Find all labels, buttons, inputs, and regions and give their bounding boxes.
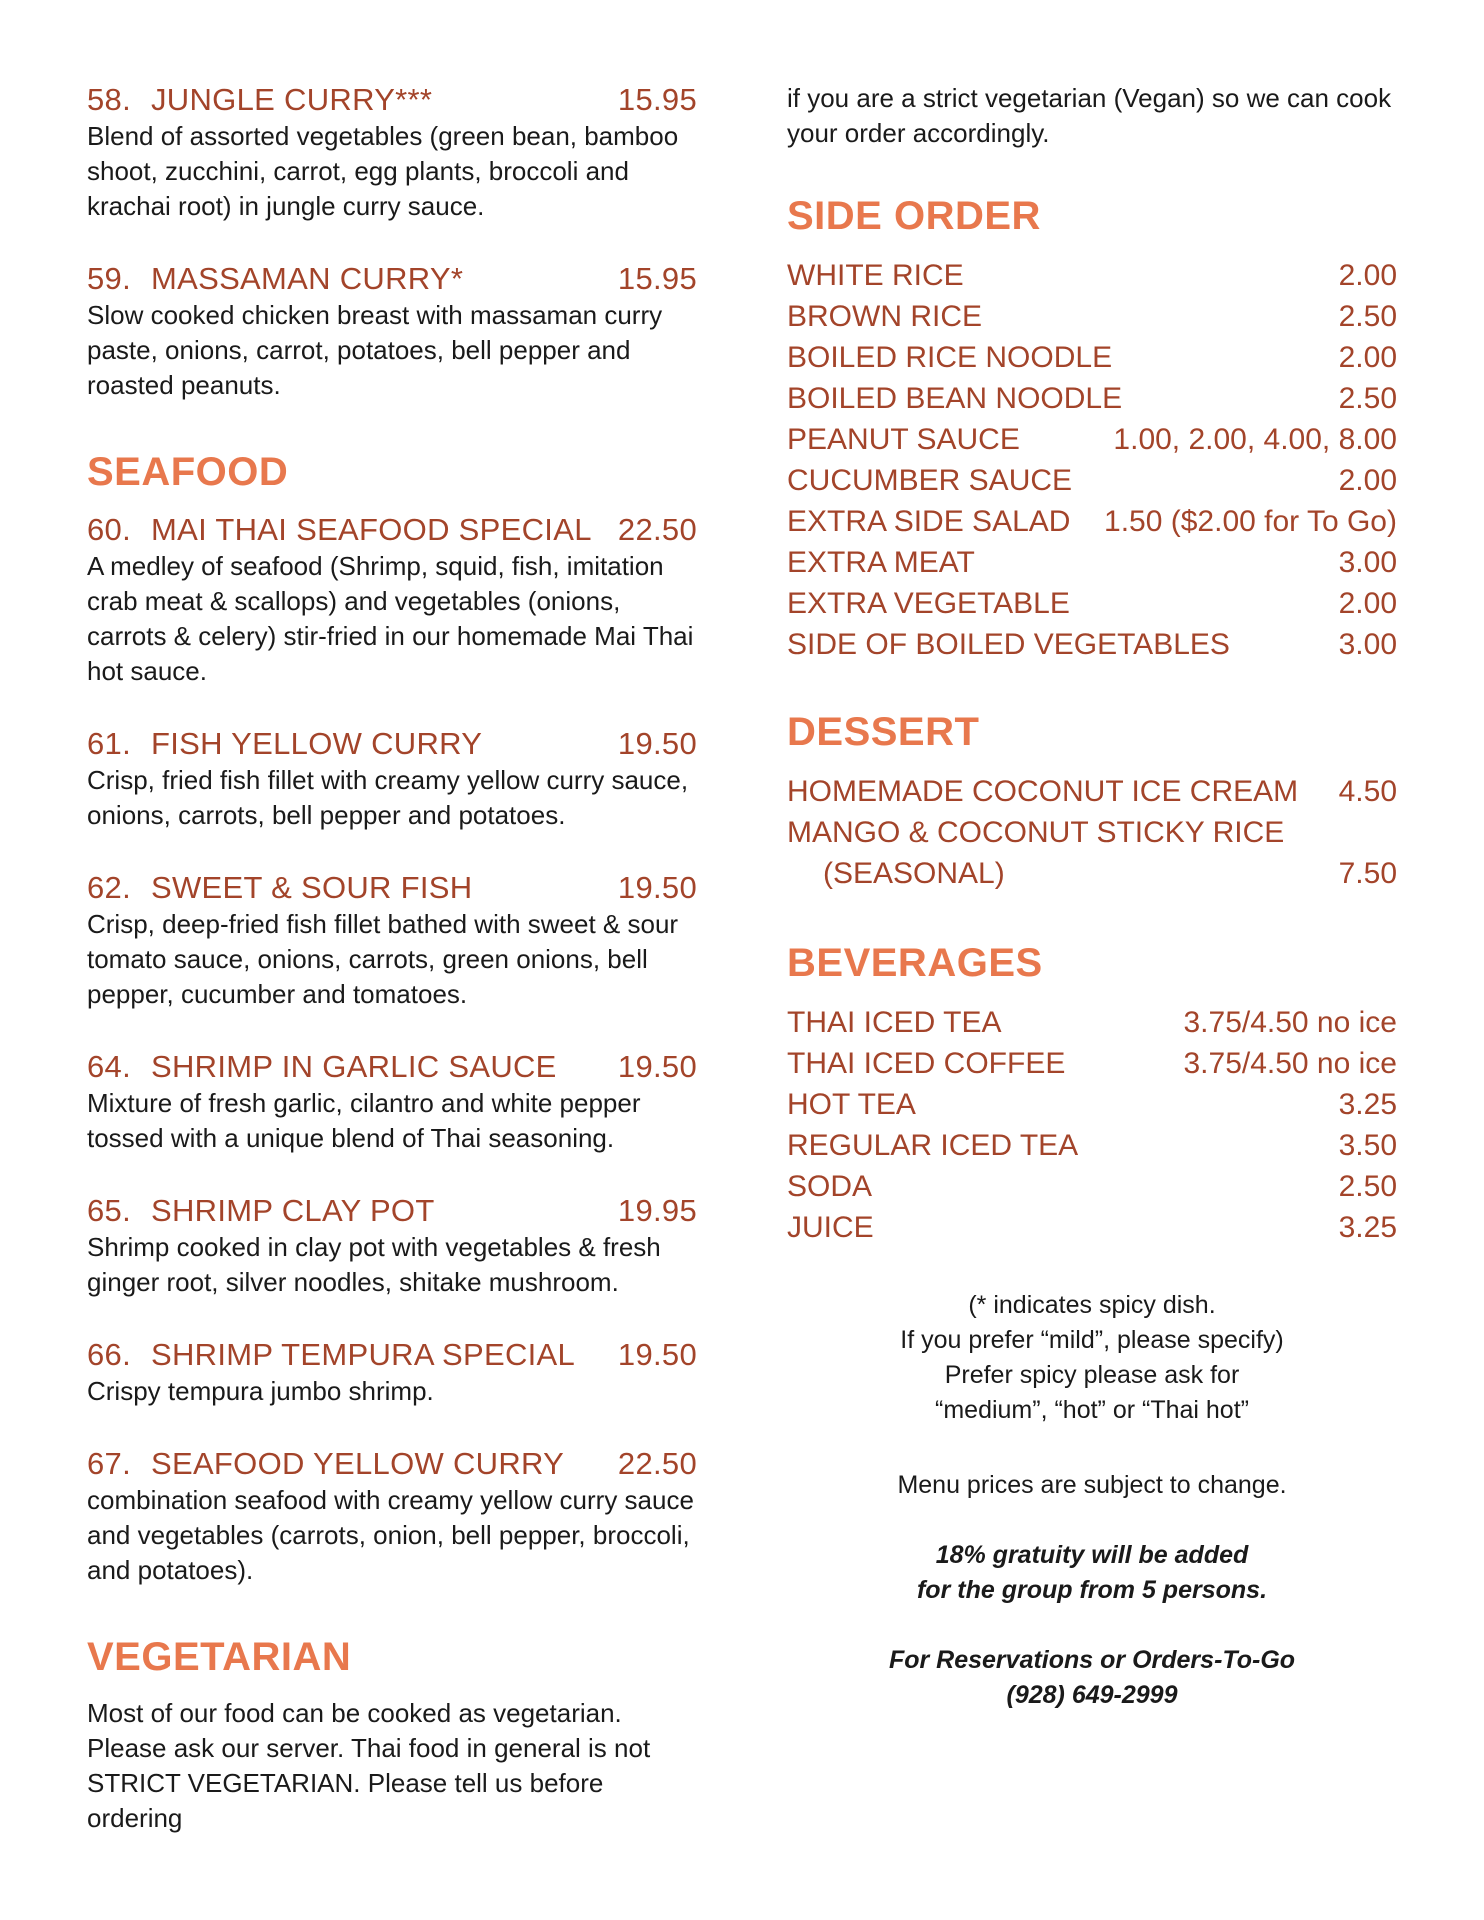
row-name: BOILED RICE NOODLE	[787, 341, 1113, 374]
item-price: 19.50	[617, 1049, 697, 1084]
row-price: 3.75/4.50 no ice	[1183, 1047, 1397, 1080]
item-number: 60.	[87, 512, 131, 547]
side-order-row	[787, 542, 1397, 583]
side-order-row	[787, 255, 1397, 296]
item-price: 22.50	[617, 1446, 697, 1481]
row-price: 3.00	[1338, 546, 1397, 579]
side-order-heading: SIDE ORDER	[787, 194, 1041, 238]
item-header	[87, 725, 697, 763]
row-name: BOILED BEAN NOODLE	[787, 382, 1123, 415]
item-name: SHRIMP TEMPURA SPECIAL	[151, 1337, 576, 1372]
dessert-row	[787, 812, 1397, 853]
row-price: 3.25	[1338, 1088, 1397, 1121]
item-title	[87, 1336, 575, 1374]
row-name: PEANUT SAUCE	[787, 423, 1020, 456]
item-description: Crisp, deep-fried fish fillet bathed with sweet & sour tomato sauce, onions, carrots, green onions, bell pepper, cucumber and tomatoes.	[87, 909, 679, 1009]
item-title	[87, 511, 592, 549]
vegetarian-text-continued: if you are a strict vegetarian (Vegan) so we can cook your order accordingly.	[787, 83, 1392, 148]
row-price: 2.00	[1338, 587, 1397, 620]
row-name: THAI ICED COFFEE	[787, 1047, 1066, 1080]
side-order-row	[787, 337, 1397, 378]
item-number: 65.	[87, 1193, 131, 1228]
item-number: 59.	[87, 261, 131, 296]
row-price: 3.00	[1338, 628, 1397, 661]
item-name: SWEET & SOUR FISH	[151, 870, 473, 905]
item-number: 61.	[87, 726, 131, 761]
note-line: (* indicates spicy dish.	[968, 1291, 1216, 1319]
item-name: FISH YELLOW CURRY	[151, 726, 483, 761]
dessert-row	[787, 771, 1397, 812]
item-name: MASSAMAN CURRY*	[151, 261, 464, 296]
item-price: 19.50	[617, 1337, 697, 1372]
row-name: SODA	[787, 1170, 873, 1203]
row-name: HOMEMADE COCONUT ICE CREAM	[787, 775, 1299, 808]
reservation-note	[787, 1643, 1397, 1713]
row-price: 2.50	[1338, 1170, 1397, 1203]
item-description: Slow cooked chicken breast with massaman curry paste, onions, carrot, potatoes, bell pepper and roasted peanuts.	[87, 300, 663, 400]
row-price: 2.00	[1338, 341, 1397, 374]
beverages-heading: BEVERAGES	[787, 941, 1043, 985]
note-line: for the group from 5 persons.	[916, 1576, 1268, 1604]
side-order-row	[787, 501, 1397, 542]
row-price: 2.50	[1338, 300, 1397, 333]
row-price: 7.50	[1338, 857, 1397, 890]
row-name: EXTRA SIDE SALAD	[787, 505, 1071, 538]
item-description: A medley of seafood (Shrimp, squid, fish, imitation crab meat & scallops) and vegetables (onions, carrots & celery) stir-fried in our homemade Mai Thai hot sauce.	[87, 551, 694, 686]
item-number: 62.	[87, 870, 131, 905]
item-header	[87, 511, 697, 549]
beverages-list	[787, 1002, 1397, 1248]
beverage-row	[787, 1166, 1397, 1207]
menu-notes	[787, 1288, 1397, 1713]
item-price: 15.95	[617, 82, 697, 117]
side-order-row	[787, 624, 1397, 665]
item-number: 67.	[87, 1446, 131, 1481]
row-name: (SEASONAL)	[823, 857, 1005, 890]
menu-item	[87, 1336, 697, 1409]
beverage-row	[787, 1207, 1397, 1248]
row-price: 1.50 ($2.00 for To Go)	[1104, 505, 1397, 538]
menu-item	[87, 869, 697, 1012]
price-change-note: Menu prices are subject to change.	[897, 1471, 1287, 1499]
gratuity-note	[787, 1538, 1397, 1608]
item-title	[87, 81, 432, 119]
menu-item	[87, 81, 697, 224]
dessert-row	[787, 853, 1397, 894]
side-order-row	[787, 419, 1397, 460]
row-name: WHITE RICE	[787, 259, 964, 292]
side-order-row	[787, 296, 1397, 337]
item-header	[87, 81, 697, 119]
row-price: 4.50	[1338, 775, 1397, 808]
item-title	[87, 1192, 435, 1230]
row-price: 1.00, 2.00, 4.00, 8.00	[1113, 423, 1397, 456]
menu-item	[87, 260, 697, 403]
dessert-list	[787, 771, 1397, 894]
item-number: 64.	[87, 1049, 131, 1084]
item-description: Crispy tempura jumbo shrimp.	[87, 1376, 434, 1406]
row-price: 2.00	[1338, 464, 1397, 497]
row-name: BROWN RICE	[787, 300, 982, 333]
item-header	[87, 1445, 697, 1483]
item-header	[87, 1192, 697, 1230]
item-name: SHRIMP CLAY POT	[151, 1193, 435, 1228]
side-order-row	[787, 378, 1397, 419]
row-name: REGULAR ICED TEA	[787, 1129, 1079, 1162]
item-title	[87, 260, 463, 298]
beverage-row	[787, 1084, 1397, 1125]
note-line: For Reservations or Orders-To-Go	[888, 1646, 1296, 1674]
item-title	[87, 869, 472, 907]
item-header	[87, 260, 697, 298]
note-line: If you prefer “mild”, please specify)	[900, 1326, 1284, 1354]
item-name: SEAFOOD YELLOW CURRY	[151, 1446, 565, 1481]
row-name: JUICE	[787, 1211, 874, 1244]
menu-item	[87, 511, 697, 689]
item-header	[87, 1048, 697, 1086]
row-name: CUCUMBER SAUCE	[787, 464, 1073, 497]
item-description: Mixture of fresh garlic, cilantro and white pepper tossed with a unique blend of Thai seasoning.	[87, 1088, 641, 1153]
item-price: 19.50	[617, 870, 697, 905]
row-price: 3.50	[1338, 1129, 1397, 1162]
right-column	[787, 81, 1397, 1713]
item-price: 22.50	[617, 512, 697, 547]
item-description: Blend of assorted vegetables (green bean, bamboo shoot, zucchini, carrot, egg plants, broccoli and krachai root) in jungle curry sauce.	[87, 121, 679, 221]
row-price: 3.25	[1338, 1211, 1397, 1244]
item-title	[87, 1048, 557, 1086]
item-name: SHRIMP IN GARLIC SAUCE	[151, 1049, 557, 1084]
phone-number[interactable]: (928) 649-2999	[1006, 1681, 1178, 1709]
side-order-list	[787, 255, 1397, 665]
row-name: HOT TEA	[787, 1088, 916, 1121]
side-order-row	[787, 460, 1397, 501]
item-description: Shrimp cooked in clay pot with vegetables & fresh ginger root, silver noodles, shitake mushroom.	[87, 1232, 661, 1297]
item-description: Crisp, fried fish fillet with creamy yellow curry sauce, onions, carrots, bell pepper and potatoes.	[87, 765, 689, 830]
note-line: 18% gratuity will be added	[935, 1541, 1249, 1569]
row-name: EXTRA MEAT	[787, 546, 975, 579]
item-header	[87, 1336, 697, 1374]
seafood-heading: SEAFOOD	[87, 450, 289, 494]
item-name: MAI THAI SEAFOOD SPECIAL	[151, 512, 592, 547]
menu-item	[87, 1048, 697, 1156]
left-column	[87, 81, 697, 1836]
row-price: 2.50	[1338, 382, 1397, 415]
menu-item	[87, 1192, 697, 1300]
beverage-row	[787, 1125, 1397, 1166]
dessert-heading: DESSERT	[787, 710, 980, 754]
vegetarian-text: Most of our food can be cooked as vegetarian. Please ask our server. Thai food in general is not STRICT VEGETARIAN. Please tell us before ordering	[87, 1698, 651, 1833]
beverage-row	[787, 1002, 1397, 1043]
row-name: THAI ICED TEA	[787, 1006, 1002, 1039]
item-price: 19.95	[617, 1193, 697, 1228]
row-name: MANGO & COCONUT STICKY RICE	[787, 816, 1285, 849]
beverage-row	[787, 1043, 1397, 1084]
item-price: 15.95	[617, 261, 697, 296]
row-price: 3.75/4.50 no ice	[1183, 1006, 1397, 1039]
row-price: 2.00	[1338, 259, 1397, 292]
menu-item	[87, 725, 697, 833]
item-price: 19.50	[617, 726, 697, 761]
side-order-row	[787, 583, 1397, 624]
item-name: JUNGLE CURRY***	[151, 82, 433, 117]
menu-item	[87, 1445, 697, 1588]
item-title	[87, 725, 482, 763]
item-number: 58.	[87, 82, 131, 117]
note-line: Prefer spicy please ask for	[944, 1361, 1240, 1389]
item-title	[87, 1445, 564, 1483]
spicy-note	[787, 1288, 1397, 1428]
vegetarian-heading: VEGETARIAN	[87, 1635, 352, 1679]
item-description: combination seafood with creamy yellow curry sauce and vegetables (carrots, onion, bell pepper, broccoli, and potatoes).	[87, 1485, 694, 1585]
item-header	[87, 869, 697, 907]
row-name: EXTRA VEGETABLE	[787, 587, 1070, 620]
row-name: SIDE OF BOILED VEGETABLES	[787, 628, 1230, 661]
item-number: 66.	[87, 1337, 131, 1372]
note-line: “medium”, “hot” or “Thai hot”	[935, 1396, 1249, 1424]
